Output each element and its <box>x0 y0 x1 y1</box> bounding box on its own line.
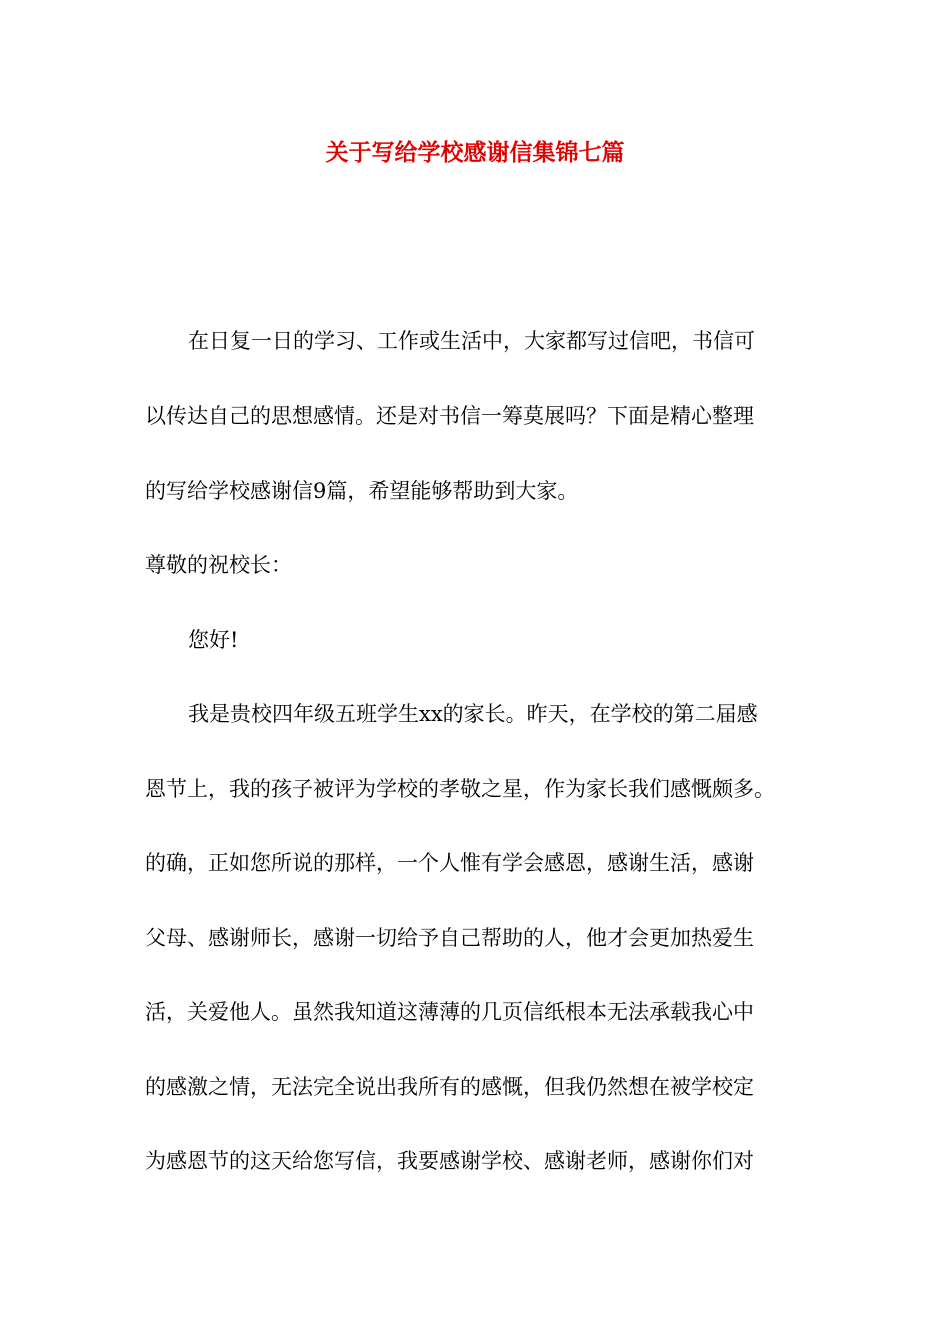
body-line-9: 父母、感谢师长，感谢一切给予自己帮助的人，他才会更加热爱生 <box>145 926 754 950</box>
body-line-12: 为感恩节的这天给您写信，我要感谢学校、感谢老师，感谢你们对 <box>145 1149 754 1173</box>
document-title: 关于写给学校感谢信集锦七篇 <box>325 139 625 166</box>
salutation: 尊敬的祝校长： <box>145 553 292 577</box>
body-line-11: 的感激之情，无法完全说出我所有的感慨，但我仍然想在被学校定 <box>145 1075 754 1099</box>
body-line-10: 活，关爱他人。虽然我知道这薄薄的几页信纸根本无法承载我心中 <box>145 1000 754 1024</box>
body-line-2: 以传达自己的思想感情。还是对书信一筹莫展吗？下面是精心整理 <box>145 404 754 428</box>
body-line-3: 的写给学校感谢信9篇，希望能够帮助到大家。 <box>145 479 579 503</box>
body-line-1: 在日复一日的学习、工作或生活中，大家都写过信吧，书信可 <box>188 329 755 353</box>
body-line-7: 恩节上，我的孩子被评为学校的孝敬之星，作为家长我们感慨颇多。 <box>145 777 775 801</box>
greeting: 您好! <box>188 628 239 652</box>
body-line-8: 的确，正如您所说的那样，一个人惟有学会感恩，感谢生活，感谢 <box>145 851 754 875</box>
body-line-6: 我是贵校四年级五班学生xx的家长。昨天，在学校的第二届感 <box>188 702 758 726</box>
